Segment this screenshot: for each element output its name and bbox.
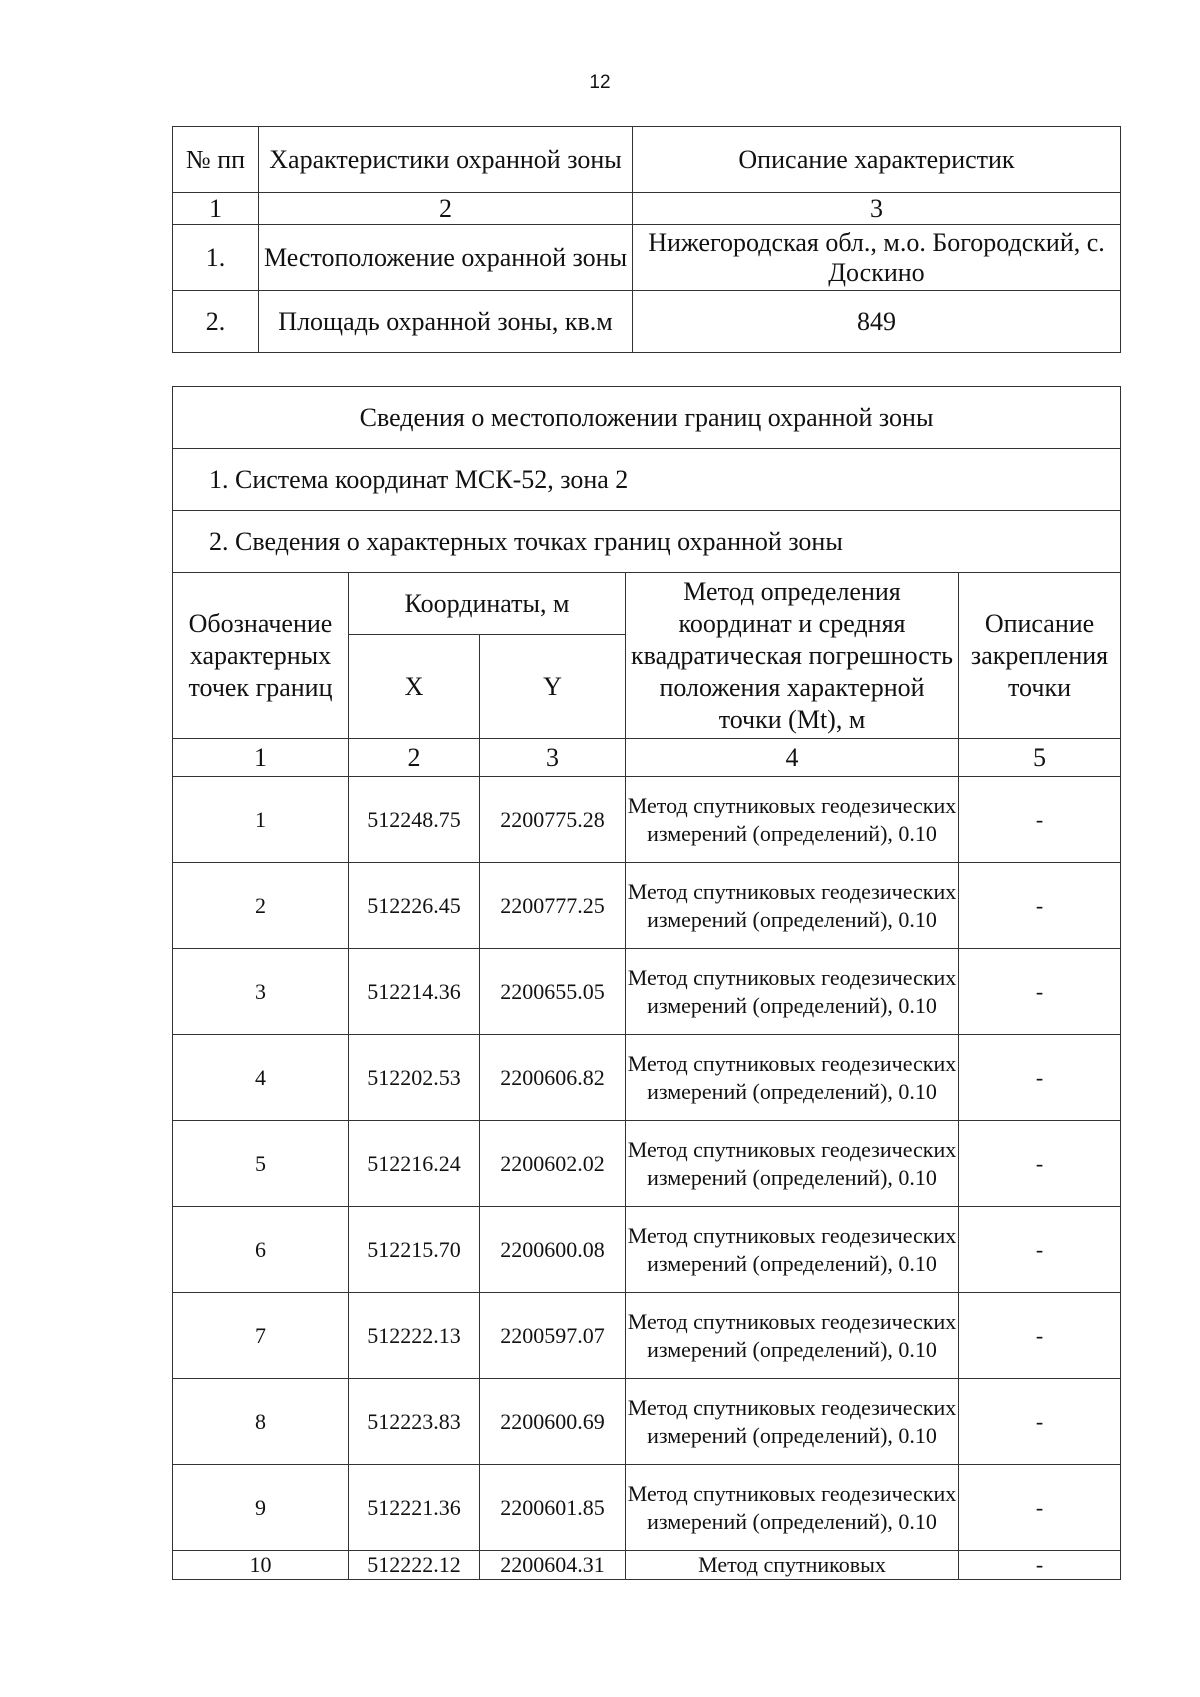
table-row <box>173 291 1121 353</box>
fixing-description: - <box>959 1207 1121 1293</box>
fixing-description: - <box>959 1551 1121 1580</box>
table-row <box>173 1379 1121 1465</box>
table-title: Сведения о местоположении границ охранной зоны <box>173 387 1121 449</box>
table-row <box>173 1207 1121 1293</box>
column-index: 1 <box>173 193 259 225</box>
characteristic-value: Нижегородская обл., м.о. Богородский, с. Доскино <box>633 225 1121 291</box>
table-row <box>173 949 1121 1035</box>
column-header-y: Y <box>480 635 626 739</box>
coordinate-x: 512222.12 <box>349 1551 480 1580</box>
coordinate-y: 2200777.25 <box>480 863 626 949</box>
fixing-description: - <box>959 1035 1121 1121</box>
characteristic-name: Местоположение охранной зоны <box>259 225 633 291</box>
method-description: Метод спутниковых геодезических измерений (определений), 0.10 <box>626 863 959 949</box>
column-index-row <box>173 193 1121 225</box>
page-number: 12 <box>589 72 611 93</box>
method-description: Метод спутниковых геодезических измерений (определений), 0.10 <box>626 1207 959 1293</box>
coordinate-x: 512222.13 <box>349 1293 480 1379</box>
coordinate-y: 2200600.08 <box>480 1207 626 1293</box>
point-id: 8 <box>173 1379 349 1465</box>
table-row <box>173 863 1121 949</box>
coordinate-system: 1. Система координат МСК-52, зона 2 <box>173 449 1121 511</box>
point-id: 9 <box>173 1465 349 1551</box>
coordinate-x: 512223.83 <box>349 1379 480 1465</box>
column-index: 2 <box>259 193 633 225</box>
table-header-row <box>173 573 1121 635</box>
coordinate-y: 2200655.05 <box>480 949 626 1035</box>
column-header-point: Обозначение характерных точек границ <box>173 573 349 739</box>
coordinate-x: 512226.45 <box>349 863 480 949</box>
coordinate-x: 512202.53 <box>349 1035 480 1121</box>
method-description: Метод спутниковых геодезических измерений (определений), 0.10 <box>626 949 959 1035</box>
column-header-method: Метод определения координат и средняя квадратическая погрешность положения характерной точки (Mt), м <box>626 573 959 739</box>
column-index: 2 <box>349 739 480 777</box>
coordinate-x: 512215.70 <box>349 1207 480 1293</box>
protection-zone-characteristics-table <box>172 126 1121 353</box>
characteristic-name: Площадь охранной зоны, кв.м <box>259 291 633 353</box>
table-row <box>173 225 1121 291</box>
table-row <box>173 1035 1121 1121</box>
column-index: 3 <box>633 193 1121 225</box>
method-description: Метод спутниковых <box>626 1551 959 1580</box>
fixing-description: - <box>959 1465 1121 1551</box>
column-index: 3 <box>480 739 626 777</box>
boundary-points-table <box>172 386 1121 1580</box>
table-row <box>173 777 1121 863</box>
coordinate-x: 512216.24 <box>349 1121 480 1207</box>
method-description: Метод спутниковых геодезических измерений (определений), 0.10 <box>626 1379 959 1465</box>
method-description: Метод спутниковых геодезических измерений (определений), 0.10 <box>626 1293 959 1379</box>
method-description: Метод спутниковых геодезических измерений (определений), 0.10 <box>626 777 959 863</box>
method-description: Метод спутниковых геодезических измерений (определений), 0.10 <box>626 1465 959 1551</box>
table-row <box>173 1293 1121 1379</box>
point-id: 7 <box>173 1293 349 1379</box>
column-header-description: Описание характеристик <box>633 127 1121 193</box>
point-id: 1 <box>173 777 349 863</box>
fixing-description: - <box>959 1379 1121 1465</box>
point-id: 5 <box>173 1121 349 1207</box>
fixing-description: - <box>959 863 1121 949</box>
coordinate-y: 2200606.82 <box>480 1035 626 1121</box>
section-heading: 2. Сведения о характерных точках границ охранной зоны <box>173 511 1121 573</box>
column-header-characteristic: Характеристики охранной зоны <box>259 127 633 193</box>
coordinate-x: 512221.36 <box>349 1465 480 1551</box>
column-header-x: X <box>349 635 480 739</box>
table-row <box>173 1121 1121 1207</box>
table-row <box>173 1551 1121 1580</box>
point-id: 4 <box>173 1035 349 1121</box>
method-description: Метод спутниковых геодезических измерений (определений), 0.10 <box>626 1121 959 1207</box>
column-header-coordinates: Координаты, м <box>349 573 626 635</box>
fixing-description: - <box>959 777 1121 863</box>
coordinate-y: 2200601.85 <box>480 1465 626 1551</box>
characteristic-value: 849 <box>633 291 1121 353</box>
row-number: 2. <box>173 291 259 353</box>
coordinate-x: 512248.75 <box>349 777 480 863</box>
column-index: 4 <box>626 739 959 777</box>
fixing-description: - <box>959 1121 1121 1207</box>
fixing-description: - <box>959 949 1121 1035</box>
column-index-row <box>173 739 1121 777</box>
coordinate-y: 2200597.07 <box>480 1293 626 1379</box>
column-index: 5 <box>959 739 1121 777</box>
point-id: 10 <box>173 1551 349 1580</box>
column-header-number: № пп <box>173 127 259 193</box>
coordinate-y: 2200602.02 <box>480 1121 626 1207</box>
coordinate-x: 512214.36 <box>349 949 480 1035</box>
column-header-fixing: Описание закрепления точки <box>959 573 1121 739</box>
point-id: 6 <box>173 1207 349 1293</box>
point-id: 3 <box>173 949 349 1035</box>
row-number: 1. <box>173 225 259 291</box>
coordinate-y: 2200604.31 <box>480 1551 626 1580</box>
coordinate-y: 2200775.28 <box>480 777 626 863</box>
table-row <box>173 1465 1121 1551</box>
fixing-description: - <box>959 1293 1121 1379</box>
coordinate-y: 2200600.69 <box>480 1379 626 1465</box>
method-description: Метод спутниковых геодезических измерений (определений), 0.10 <box>626 1035 959 1121</box>
table-header-row <box>173 127 1121 193</box>
point-id: 2 <box>173 863 349 949</box>
column-index: 1 <box>173 739 349 777</box>
